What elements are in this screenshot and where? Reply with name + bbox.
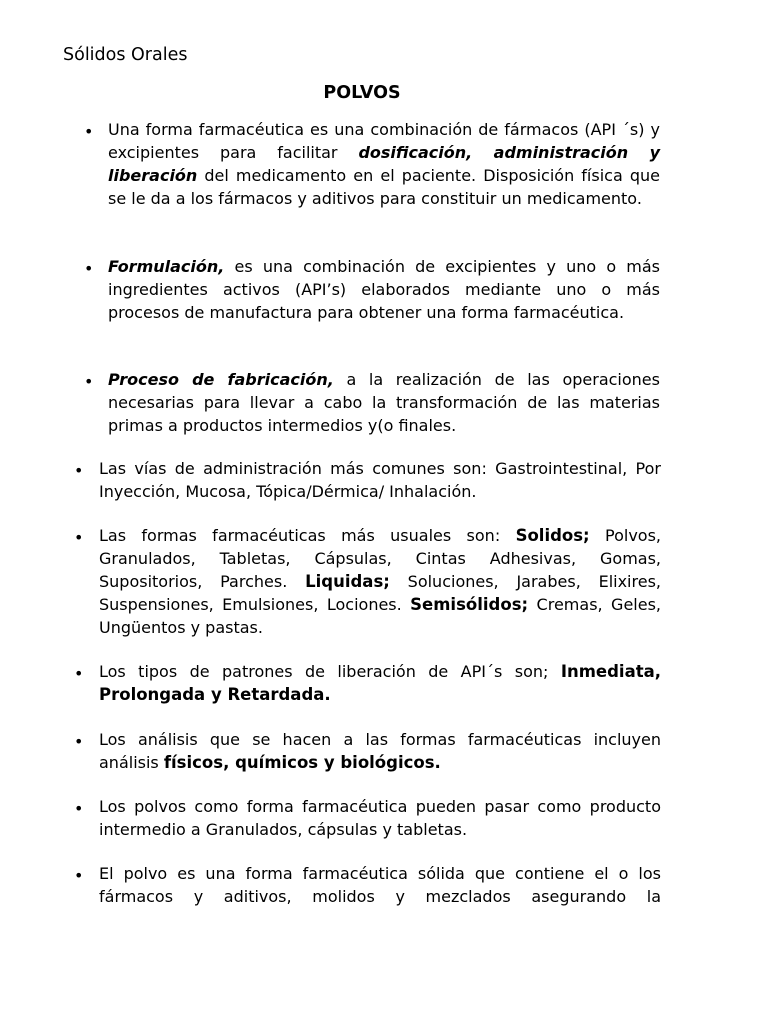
emphasis-text: Formulación, — [108, 257, 225, 276]
body-text: Las vías de administración más comunes son: Gastrointestinal, Por Inyección, Mucosa, Tópica/Dérmica/ Inhalación. — [99, 459, 661, 501]
body-text: Los polvos como forma farmacéutica pueden pasar como producto intermedio a Granulados, cápsulas y tabletas. — [99, 797, 661, 839]
body-text: Una forma farmacéutica es una combinación de fármacos (API ´s) y excipientes para facilitar — [108, 120, 660, 162]
bullet-icon: • — [74, 528, 84, 547]
list-item — [99, 524, 661, 639]
body-text: Las formas farmacéuticas más usuales son: — [99, 526, 516, 545]
inner-list-item — [108, 255, 660, 324]
body-text: es una combinación de excipientes y uno o más ingredientes activos (API’s) elaborados mediante uno o más procesos de manufactura para obtener una forma farmacéutica. — [108, 257, 660, 322]
bullet-icon: • — [74, 799, 84, 818]
bold-text: Semisólidos; — [410, 595, 529, 614]
bullet-icon: • — [84, 122, 94, 141]
list-item — [99, 457, 661, 503]
body-text: Los análisis que se hacen a las formas farmacéuticas incluyen análisis — [99, 730, 661, 772]
list-item-truncated — [99, 862, 661, 908]
body-text: del medicamento en el paciente. Disposición física que se le da a los fármacos y aditivos para constituir un medicamento. — [108, 166, 660, 208]
inner-list-item — [108, 368, 660, 437]
bullet-icon: • — [84, 372, 94, 391]
inner-list-item — [108, 118, 660, 210]
list-item-text — [99, 862, 661, 908]
bullet-icon: • — [74, 866, 84, 885]
document-title: POLVOS — [323, 83, 401, 103]
emphasis-text: Proceso de fabricación, — [108, 370, 334, 389]
list-item — [99, 728, 661, 774]
body-text: Soluciones, Jarabes, Elixires, Suspensiones, Emulsiones, Lociones. — [99, 572, 661, 614]
bold-text: Inmediata, Prolongada y Retardada. — [99, 662, 661, 704]
body-text: El polvo es una forma farmacéutica sólida que contiene el o los fármacos y aditivos, molidos y mezclados asegurando la — [99, 864, 661, 906]
bold-text: Solidos; — [515, 526, 590, 545]
body-text: Polvos, Granulados, Tabletas, Cápsulas, Cintas Adhesivas, Gomas, Supositorios, Parches. — [99, 526, 662, 591]
bullet-icon: • — [74, 732, 84, 751]
bullet-icon: • — [84, 259, 94, 278]
bold-text: Liquidas; — [305, 572, 390, 591]
body-text: Los tipos de patrones de liberación de API´s son; — [99, 662, 561, 681]
bold-text: físicos, químicos y biológicos. — [163, 753, 441, 772]
document-header: Sólidos Orales — [63, 45, 188, 65]
body-text: a la realización de las operaciones necesarias para llevar a cabo la transformación de las materias primas a productos intermedios y(o finales. — [108, 370, 660, 435]
list-item — [99, 660, 661, 706]
bullet-icon: • — [74, 664, 84, 683]
emphasis-text: dosificación, administración y liberación — [108, 143, 660, 185]
body-text: Cremas, Geles, Ungüentos y pastas. — [99, 595, 661, 637]
bullet-icon: • — [74, 461, 84, 480]
list-item — [99, 795, 661, 841]
